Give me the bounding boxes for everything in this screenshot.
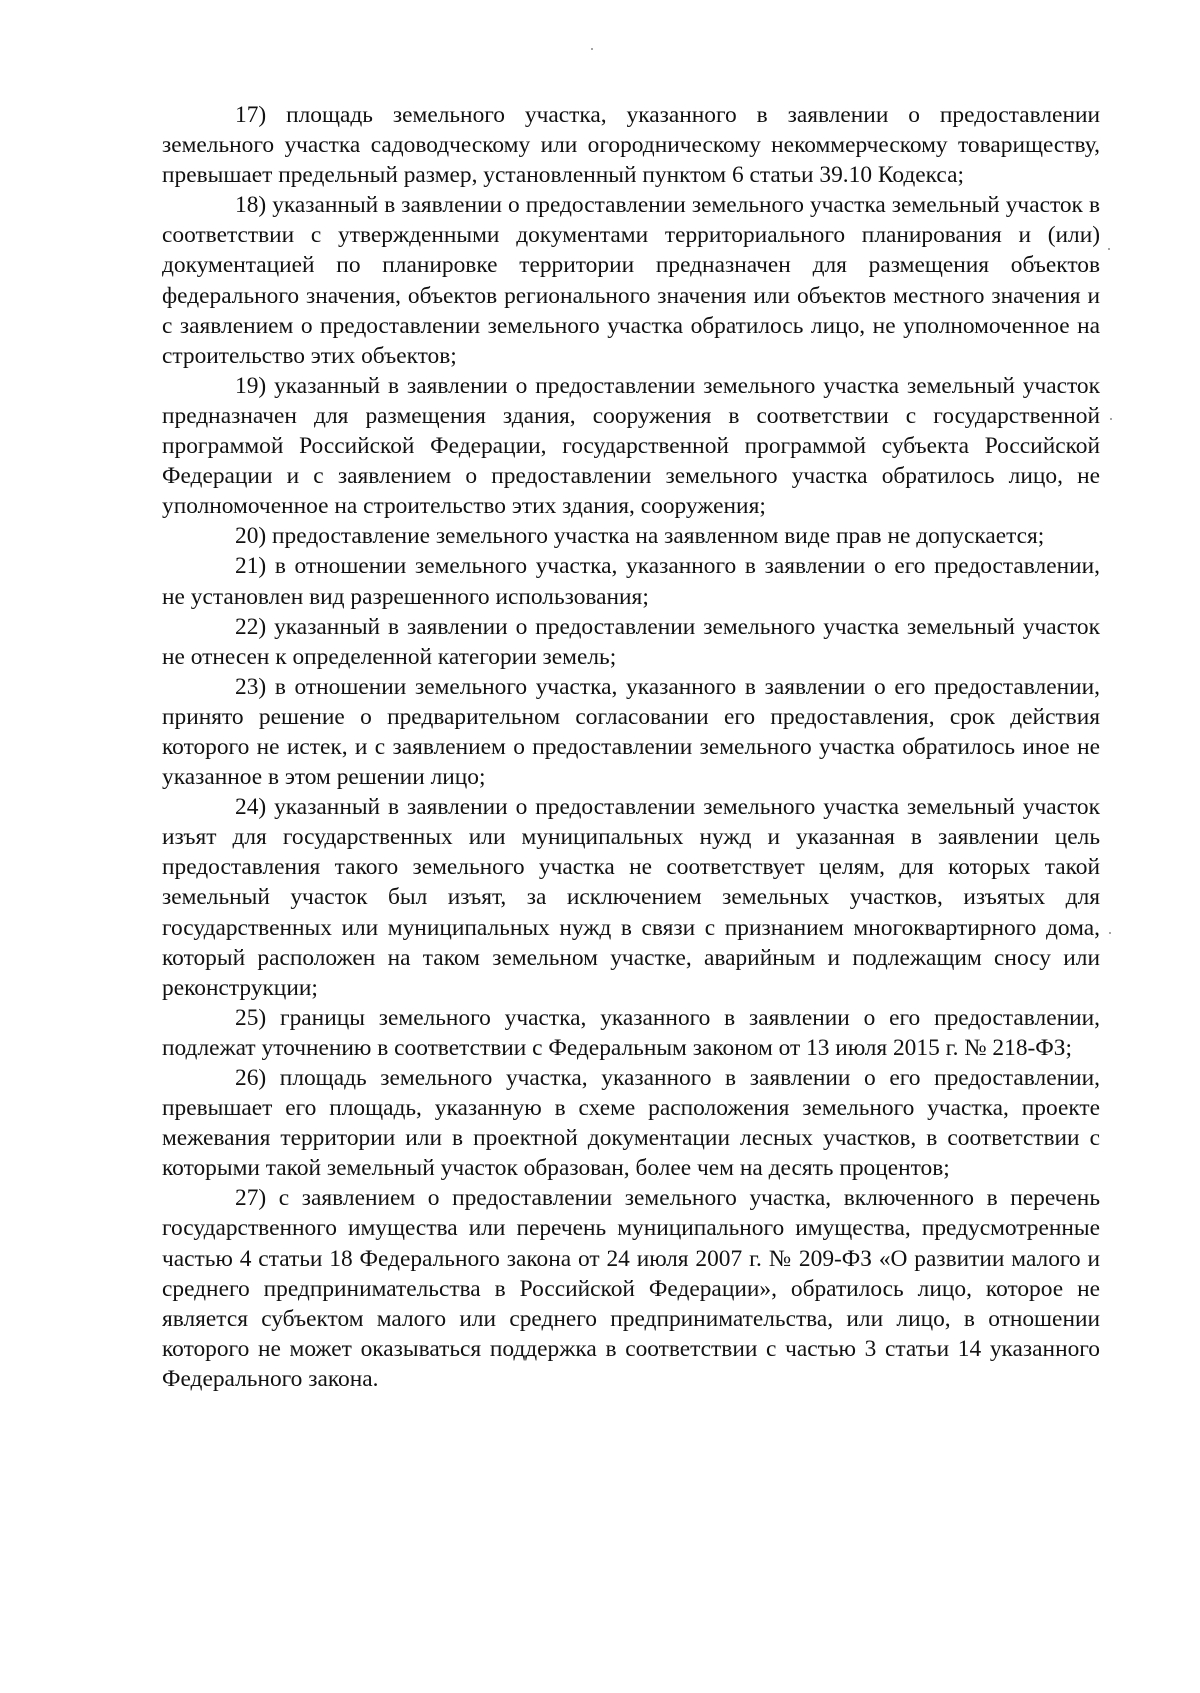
list-item-24: 24) указанный в заявлении о предоставлении земельного участка земельный участок изъят для государственных или муниципальных нужд и указанная в заявлении цель предоставления такого земельного участка не соответствует целям, для которых такой земельный участок был изъят, за исключением земельных участков, изъятых для государственных или муниципальных нужд в связи с признанием многоквартирного дома, который расположен на таком земельном участке, аварийным и подлежащим сносу или реконструкции;	[162, 794, 1100, 1001]
list-item-19: 19) указанный в заявлении о предоставлении земельного участка земельный участок предназначен для размещения здания, сооружения в соответствии с государственной программой Российской Федерации, государственной программой субъекта Российской Федерации и с заявлением о предоставлении земельного участка обратилось лицо, не уполномоченное на строительство этих здания, сооружения;	[162, 372, 1100, 520]
list-item-18: 18) указанный в заявлении о предоставлении земельного участка земельный участок в соответствии с утвержденными документами территориального планирования и (или) документацией по планировке территории предназначен для размещения объектов федерального значения, объектов регионального значения или объектов местного значения и с заявлением о предоставлении земельного участка обратилось лицо, не уполномоченное на строительство этих объектов;	[162, 192, 1100, 369]
list-item-23: 23) в отношении земельного участка, указанного в заявлении о его предоставлении, принято решение о предварительном согласовании его предоставления, срок действия которого не истек, и с заявлением о предоставлении земельного участка обратилось иное не указанное в этом решении лицо;	[162, 673, 1100, 791]
list-item-25: 25) границы земельного участка, указанного в заявлении о его предоставлении, подлежат уточнению в соответствии с Федеральным законом от 13 июля 2015 г. № 218-ФЗ;	[162, 1004, 1100, 1061]
document-body	[162, 100, 1100, 1394]
scan-speck	[591, 48, 593, 50]
list-item-17: 17) площадь земельного участка, указанного в заявлении о предоставлении земельного участка садоводческому или огородническому некоммерческому товариществу, превышает предельный размер, установленный пунктом 6 статьи 39.10 Кодекса;	[162, 102, 1100, 189]
scan-speck	[1110, 418, 1112, 420]
scan-speck	[1108, 248, 1110, 250]
list-item-22: 22) указанный в заявлении о предоставлении земельного участка земельный участок не отнесен к определенной категории земель;	[162, 613, 1100, 670]
list-item-26: 26) площадь земельного участка, указанного в заявлении о его предоставлении, превышает его площадь, указанную в схеме расположения земельного участка, проекте межевания территории или в проектной документации лесных участков, в соответствии с которыми такой земельный участок образован, более чем на десять процентов;	[162, 1065, 1100, 1182]
list-item-21: 21) в отношении земельного участка, указанного в заявлении о его предоставлении, не установлен вид разрешенного использования;	[162, 553, 1100, 610]
list-item-20: 20) предоставление земельного участка на заявленном виде прав не допускается;	[235, 523, 1045, 550]
scan-speck	[1109, 932, 1111, 934]
list-item-27: 27) с заявлением о предоставлении земельного участка, включенного в перечень государственного имущества или перечень муниципального имущества, предусмотренные частью 4 статьи 18 Федерального закона от 24 июля 2007 г. № 209-ФЗ «О развитии малого и среднего предпринимательства в Российской Федерации», обратилось лицо, которое не является субъектом малого или среднего предпринимательства, или лицо, в отношении которого не может оказываться поддержка в соответствии с частью 3 статьи 14 указанного Федерального закона.	[162, 1185, 1100, 1392]
